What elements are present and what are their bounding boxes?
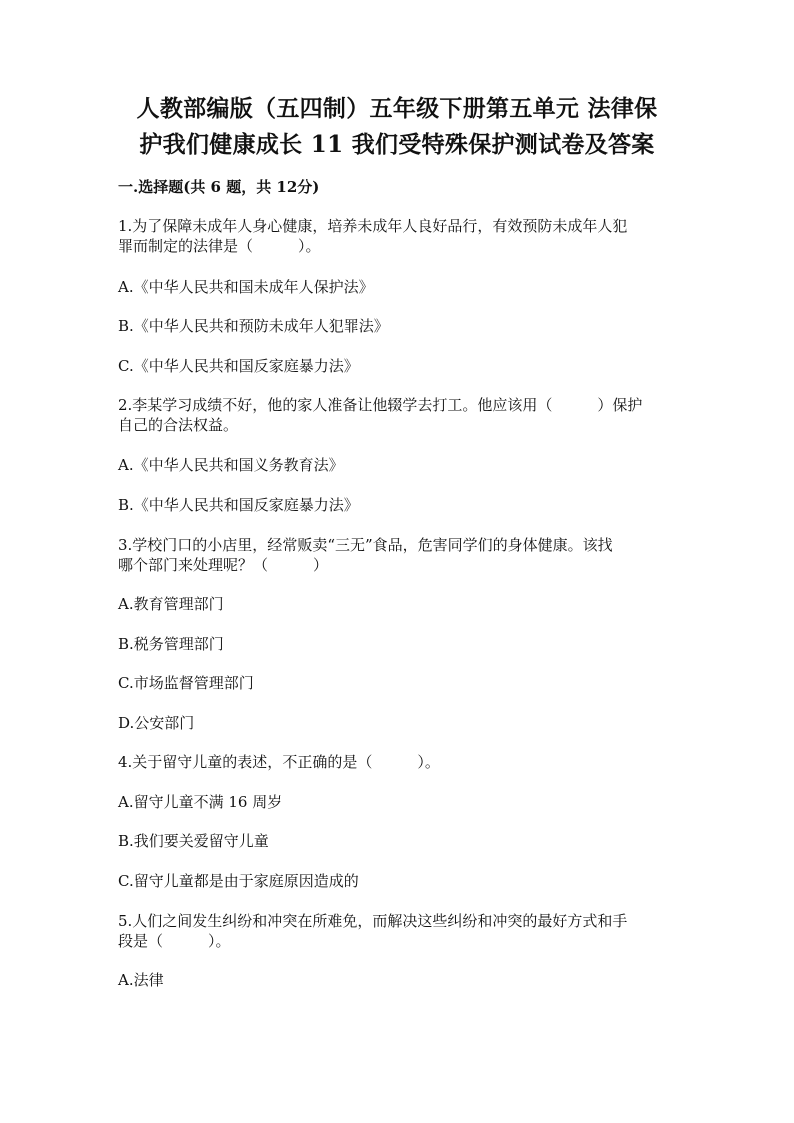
question-3-text	[118, 535, 683, 575]
question-4-option-b: B.我们要关爱留守儿童	[118, 832, 269, 850]
question-1-option-a: A.《中华人民共和国未成年人保护法》	[118, 278, 374, 296]
question-5-text	[118, 911, 683, 951]
page-title-line-1: 人教部编版（五四制）五年级下册第五单元 法律保	[136, 95, 658, 122]
question-5-option-a: A.法律	[118, 971, 164, 989]
question-line: 哪个部门来处理呢？（ ）	[118, 556, 329, 574]
question-3-option-d: D.公安部门	[118, 714, 195, 732]
section-heading: 一.选择题(共 6 题，共 12分)	[118, 178, 320, 196]
question-2-option-b: B.《中华人民共和国反家庭暴力法》	[118, 496, 359, 514]
question-4-option-c: C.留守儿童都是由于家庭原因造成的	[118, 872, 359, 890]
question-line: 3.学校门口的小店里，经常贩卖“三无”食品，危害同学们的身体健康。该找	[118, 536, 613, 554]
question-line: 2.李某学习成绩不好，他的家人准备让他辍学去打工。他应该用（ ）保护	[118, 396, 643, 414]
question-2-option-a: A.《中华人民共和国义务教育法》	[118, 456, 344, 474]
question-1-option-b: B.《中华人民共和预防未成年人犯罪法》	[118, 317, 389, 335]
question-line: 自己的合法权益。	[118, 416, 239, 434]
question-2-text	[118, 395, 683, 435]
question-4-text	[118, 752, 683, 772]
question-line: 段是（ ）。	[118, 932, 231, 950]
question-line: 5.人们之间发生纠纷和冲突在所难免，而解决这些纠纷和冲突的最好方式和手	[118, 912, 628, 930]
question-1-text	[118, 216, 683, 256]
question-line: 罪而制定的法律是（ ）。	[118, 237, 321, 255]
question-1-option-c: C.《中华人民共和国反家庭暴力法》	[118, 357, 359, 375]
question-3-option-a: A.教育管理部门	[118, 595, 224, 613]
question-line: 1.为了保障未成年人身心健康，培养未成年人良好品行，有效预防未成年人犯	[118, 217, 628, 235]
question-3-option-c: C.市场监督管理部门	[118, 674, 254, 692]
question-3-option-b: B.税务管理部门	[118, 635, 224, 653]
question-4-option-a: A.留守儿童不满 16 周岁	[118, 793, 283, 811]
question-line: 4.关于留守儿童的表述，不正确的是（ ）。	[118, 753, 440, 771]
page-title-line-2: 护我们健康成长 11 我们受特殊保护测试卷及答案	[139, 131, 655, 158]
